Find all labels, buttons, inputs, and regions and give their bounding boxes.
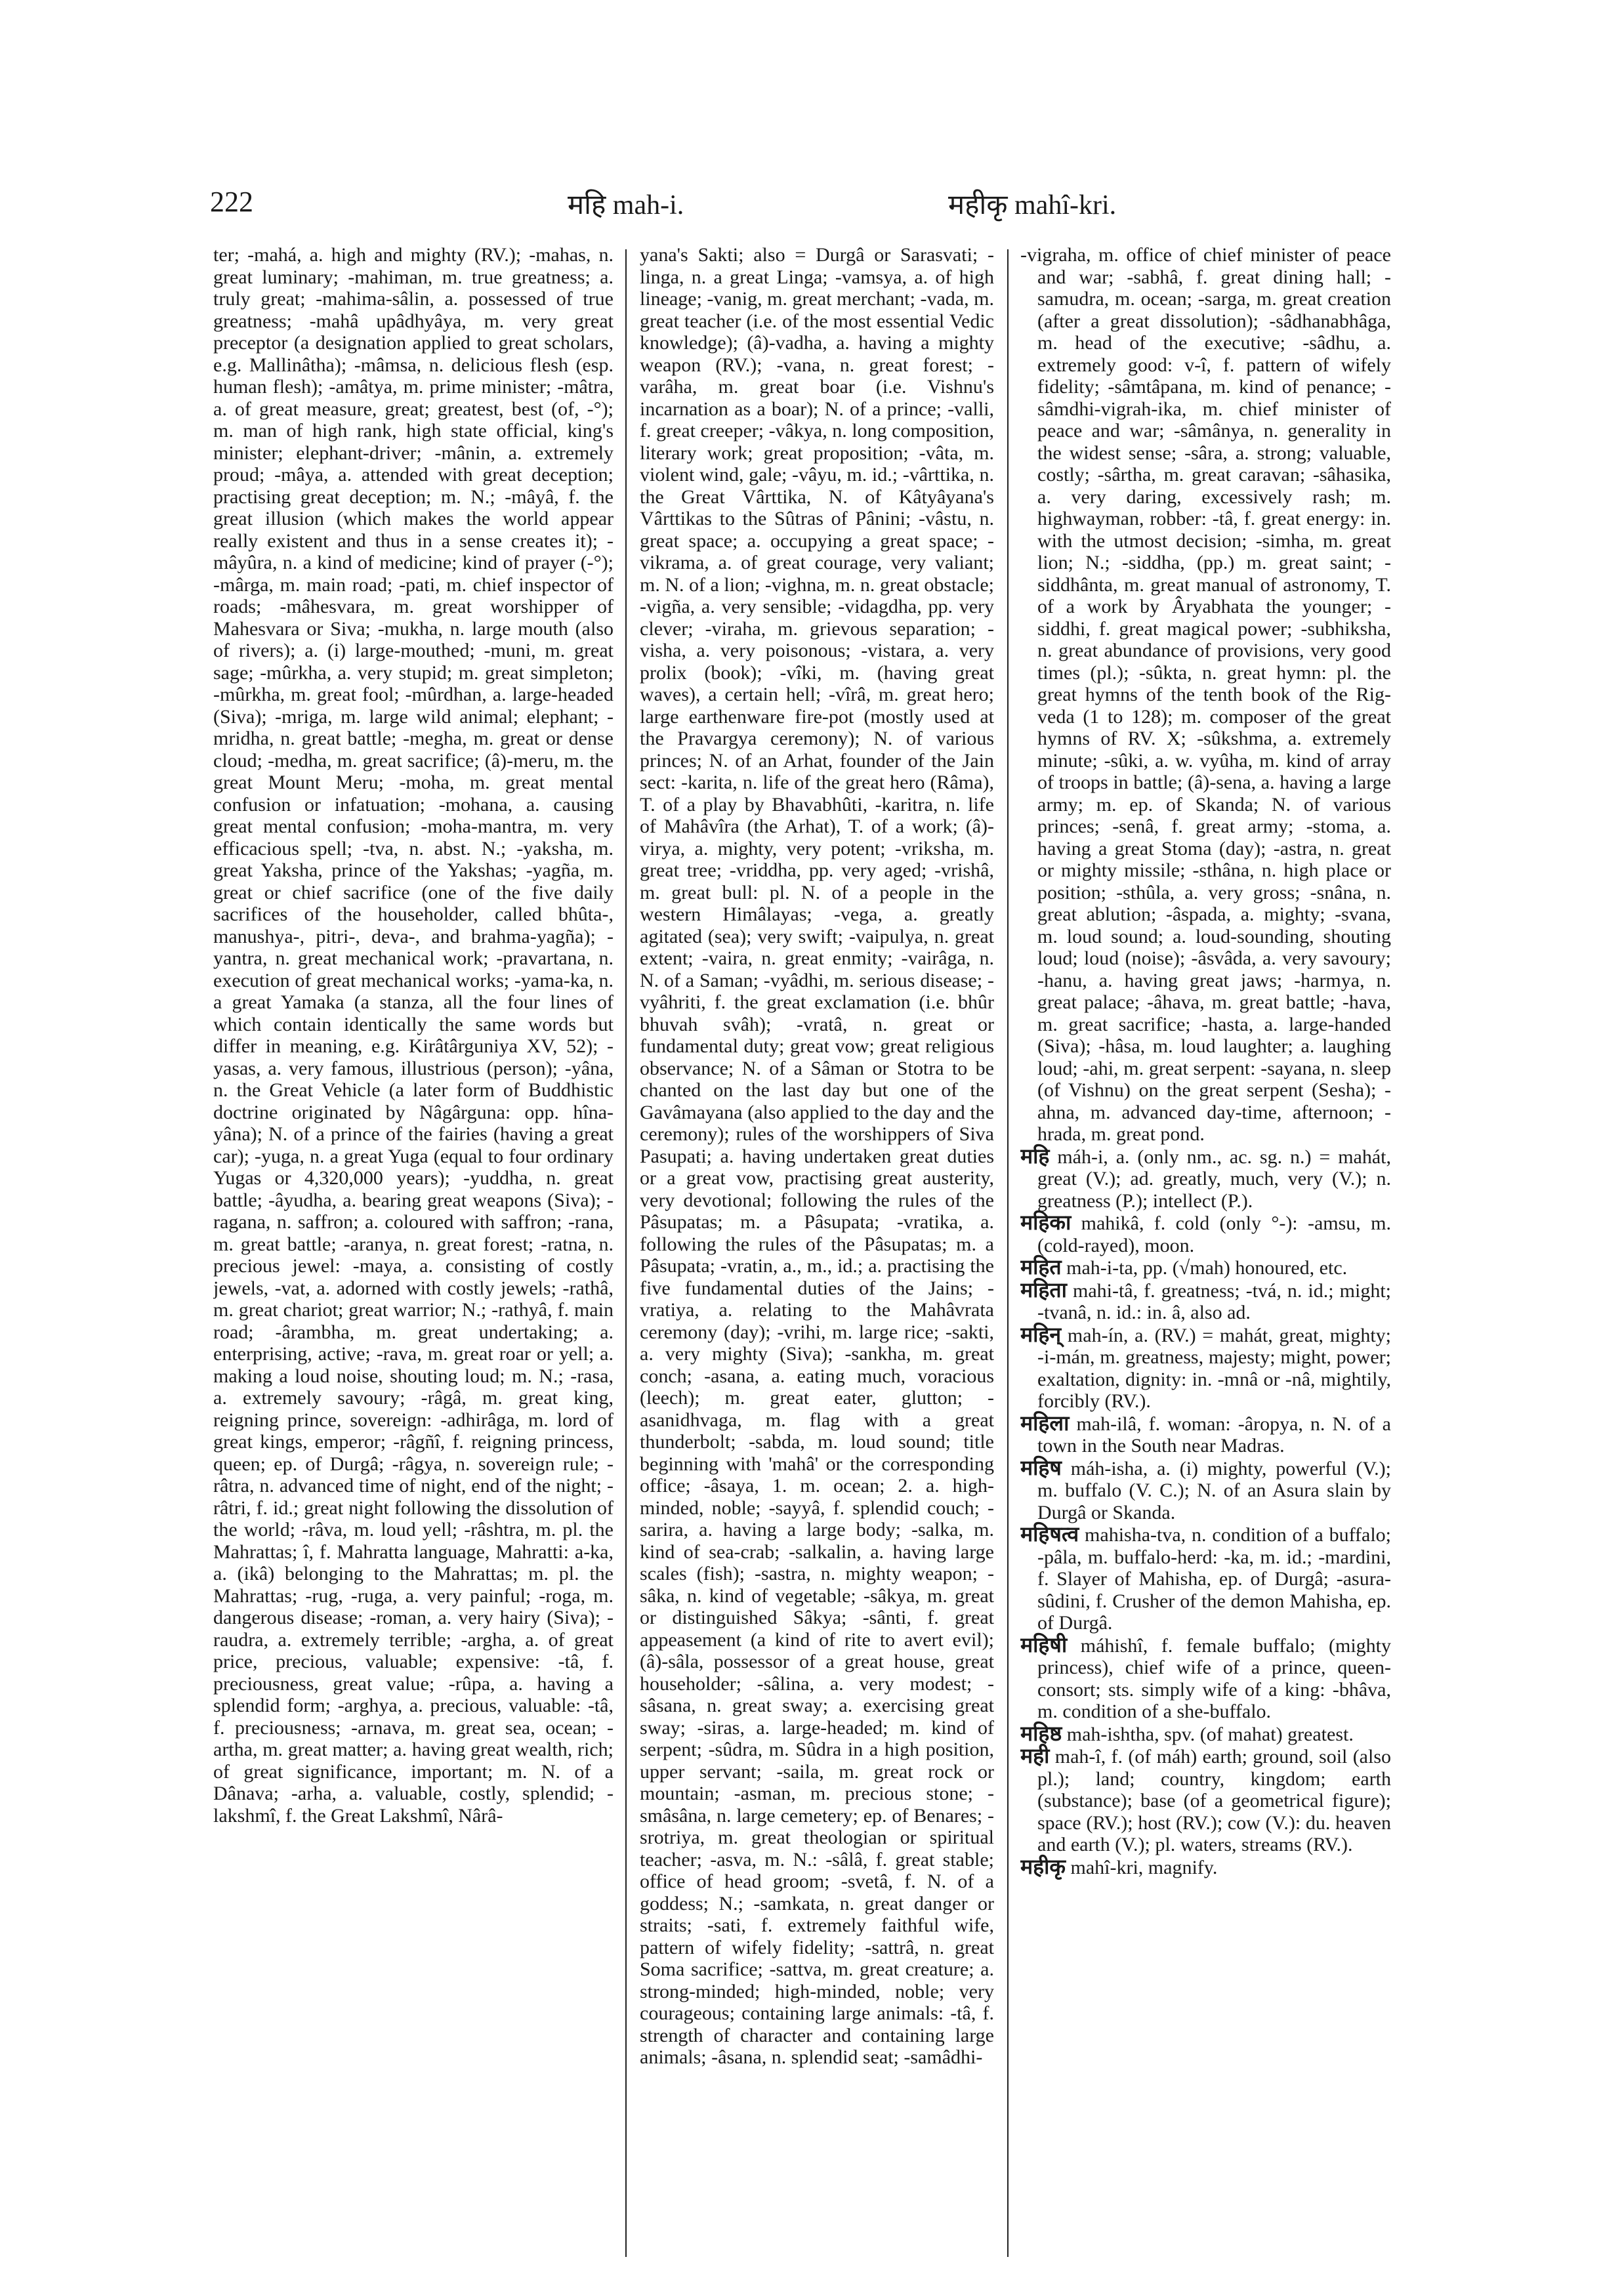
entry-headword: महिष्ठ [1020,1721,1062,1745]
dictionary-entry [1020,1745,1391,1856]
column-2 [640,244,994,2265]
dictionary-entry [1020,1523,1391,1634]
entry-text: máhishî, f. female buffalo; (mighty princess), chief wife of a prince, queen-consort; sts. simply wife of a king: -bhâva, m. condition of a she-buffalo. [1037,1634,1391,1722]
entry-headword: महिषी [1020,1632,1068,1657]
entry-text: mah-ilâ, f. woman: -âropya, n. N. of a town in the South near Madras. [1037,1413,1391,1457]
entry-headword: महिषत्व [1020,1522,1079,1546]
dictionary-entry [1020,1146,1391,1212]
entry-headword: महीकृ [1020,1854,1066,1878]
dictionary-entry [1020,1856,1391,1879]
entry-text: máh-isha, a. (i) mighty, powerful (V.); m. buffalo (V. C.); N. of an Asura slain by Durgâ or Skanda. [1037,1457,1391,1523]
entry-headword: महिता [1020,1277,1067,1302]
entry-text: mahikâ, f. cold (only °-): -amsu, m. (cold-rayed), moon. [1037,1212,1391,1256]
entry-text: mahî-kri, magnify. [1070,1856,1218,1878]
dictionary-entry [1020,1212,1391,1256]
running-head-right: महीकृ mahî-kri. [948,190,1117,220]
dictionary-columns [213,244,1394,2265]
column-divider-1 [625,249,627,2257]
page-header [210,185,1398,224]
entry-text: mah-ín, a. (RV.) = mahát, great, mighty; -i-mán, m. greatness, majesty; might, power; exaltation, dignity: in. -mnâ or -nâ, mightily, forcibly (RV.). [1037,1324,1391,1412]
column-2-text: yana's Sakti; also = Durgâ or Sarasvati; -linga, n. a great Linga; -vamsya, a. of high lineage; -vanig, m. great merchant; -vada, m. great teacher (i.e. of the most essential Vedic knowledge); (â)-vadha, a. having a mighty weapon (RV.); -vana, n. great forest; -varâha, m. great boar (i.e. Vishnu's incarnation as a boar); N. of a prince; -valli, f. great creeper; -vâkya, n. long composition, literary work; great proposition; -vâta, m. violent wind, gale; -vâyu, m. id.; -vârttika, n. the Great Vârttika, N. of Kâtyâyana's Vârttikas to the Sûtras of Pânini; -vâstu, n. great space; a. occupying a great space; -vikrama, a. of great courage, very valiant; m. N. of a lion; -vighna, m. n. great obstacle; -vigña, a. very sensible; -vidagdha, pp. very clever; -viraha, m. grievous separation; -visha, a. very poisonous; -vistara, a. very prolix (book); -vîki, m. (having great waves), a certain hell; -vîrâ, m. great hero; large earthenware fire-pot (mostly used at the Pravargya ceremony); N. of various princes; N. of an Arhat, founder of the Jain sect: -karita, n. life of the great hero (Râma), T. of a play by Bhavabhûti, -karitra, n. life of Mahâvîra (the Arhat), T. of a work; (â)-virya, a. mighty, very potent; -vriksha, m. great tree; -vriddha, pp. very aged; -vrishâ, m. great bull: pl. N. of a people in the western Himâlayas; -vega, a. greatly agitated (sea); very swift; -vaipulya, n. great extent; -vaira, n. great enmity; -vairâga, n. N. of a Saman; -vyâdhi, m. serious disease; -vyâhriti, f. the great exclamation (i.e. bhûr bhuvah svâh); -vratâ, n. great or fundamental duty; great vow; great religious observance; N. of a Sâman or Stotra to be chanted on the last day but one of the Gavâmayana (also applied to the day and the ceremony); rules of the worshippers of Siva Pasupati; a. having undertaken great duties or a great vow, practising great austerity, very devotional; following the rules of the Pâsupatas; m. a Pâsupata; -vratika, a. following the rules of the Pâsupatas; m. a Pâsupata; -vratin, a., m., id.; a. practising the five fundamental duties of the Jains; -vratiya, a. relating to the Mahâvrata ceremony (day); -vrihi, m. large rice; -sakti, a. very mighty (Siva); -sankha, m. great conch; -asana, a. eating much, voracious (leech); m. great eater, glutton; -asanidhvaga, m. flag with a great thunderbolt; -sabda, m. loud sound; title beginning with 'mahâ' or the corresponding office; -âsaya, 1. m. ocean; 2. a. high-minded, noble; -sayyâ, f. splendid couch; -sarira, a. having a large body; -salka, m. kind of sea-crab; -salkalin, a. having large scales (fish); -sastra, n. mighty weapon; -sâka, n. kind of vegetable; -sâkya, m. great or distinguished Sâkya; -sânti, f. great appeasement (a kind of rite to avert evil); (â)-sâla, possessor of a great house, great householder; -sâlina, a. very modest; -sâsana, n. great sway; a. exercising great sway; -siras, a. large-headed; m. kind of serpent; -sûdra, m. Sûdra in a high position, upper servant; -saila, m. great rock or mountain; -asman, m. precious stone; -smâsâna, n. large cemetery; ep. of Benares; -srotriya, m. great theologian or spiritual teacher; -asva, m. N.: -sâlâ, f. great stable; office of head groom; -svetâ, f. N. of a goddess; N.; -samkata, n. great danger or straits; -sati, f. extremely faithful wife, pattern of wifely fidelity; -sattrâ, n. great Soma sacrifice; -sattva, m. great creature; a. strong-minded; high-minded, noble; very courageous; containing large animals: -tâ, f. strength of character and containing large animals; -âsana, n. splendid seat; -samâdhi- [640,244,994,2068]
column-1-text: ter; -mahá, a. high and mighty (RV.); -mahas, n. great luminary; -mahiman, m. true greatness; a. truly great; -mahima-sâlin, a. possessed of true greatness; -mahâ upâdhyâya, m. very great preceptor (a designation applied to great scholars, e.g. Mallinâtha); -mâmsa, n. delicious flesh (esp. human flesh); -amâtya, m. prime minister; -mâtra, a. of great measure, great; greatest, best (of, -°); m. man of high rank, high state official, king's minister; elephant-driver; -mânin, a. extremely proud; -mâya, a. attended with great deception; practising great deception; m. N.; -mâyâ, f. the great illusion (which makes the world appear really existent and thus in a sense creates it); -mâyûra, n. a kind of medicine; kind of prayer (-°); -mârga, m. main road; -pati, m. chief inspector of roads; -mâhesvara, m. great worshipper of Mahesvara or Siva; -mukha, n. large mouth (also of rivers); a. (i) large-mouthed; -muni, m. great sage; -mûrkha, a. very stupid; m. great simpleton; -mûrkha, m. great fool; -mûrdhan, a. large-headed (Siva); -mriga, m. large wild animal; elephant; -mridha, n. great battle; -megha, m. great or dense cloud; -medha, m. great sacrifice; (â)-meru, m. the great Mount Meru; -moha, m. great mental confusion or infatuation; -mohana, a. causing great mental confusion; -moha-mantra, m. very efficacious spell; -tva, n. abst. N.; -yaksha, m. great Yaksha, prince of the Yakshas; -yagña, m. great or chief sacrifice (one of the five daily sacrifices of the householder, called bhûta-, manushya-, pitri-, deva-, and brahma-yagña); -yantra, n. great mechanical work; -pravartana, n. execution of great mechanical works; -yama-ka, n. a great Yamaka (a stanza, all the four lines of which contain identically the same words but differ in meaning, e.g. Kirâtârguniya XV, 52); -yasas, a. very famous, illustrious (person); -yâna, n. the Great Vehicle (a later form of Buddhistic doctrine originated by Nâgârguna: opp. hîna-yâna); N. of a prince of the fairies (having a great car); -yuga, n. a great Yuga (equal to four ordinary Yugas or 4,320,000 years); -yuddha, n. great battle; -âyudha, a. bearing great weapons (Siva); -ragana, n. saffron; a. coloured with saffron; -rana, m. great battle; -aranya, n. great forest; -ratna, n. precious jewel: -maya, a. consisting of costly jewels, -vat, a. adorned with costly jewels; -rathâ, m. great chariot; great warrior; N.; -rathyâ, f. main road; -ârambha, m. great undertaking; a. enterprising, active; -rava, m. great roar or yell; a. making a loud noise, shouting loud; m. N.; -rasa, a. extremely savoury; -râgâ, m. great king, reigning prince, sovereign: -adhirâga, m. lord of great kings, emperor; -râgñî, f. reigning princess, queen; ep. of Durgâ; -râgya, n. sovereign rule; -râtra, n. advanced time of night, end of the night; -râtri, f. id.; great night following the dissolution of the world; -râva, m. loud yell; -râshtra, m. pl. the Mahrattas; î, f. Mahratta language, Mahratti: a-ka, a. (ikâ) belonging to the Mahrattas; m. pl. the Mahrattas; -rug, -ruga, a. very painful; -roga, m. dangerous disease; -roman, a. very hairy (Siva); -raudra, a. extremely terrible; -argha, a. of great price, precious, valuable; expensive: -tâ, f. preciousness, great value; -rûpa, a. having a splendid form; -arghya, a. precious, valuable: -tâ, f. preciousness; -arnava, m. great sea, ocean; -artha, m. great matter; a. having great wealth, rich; of great significance, important; m. N. of a Dânava; -arha, a. valuable, costly, splendid; -lakshmî, f. the Great Lakshmî, Nârâ- [213,244,614,1827]
dictionary-entry [1020,1634,1391,1723]
dictionary-entry [1020,1256,1391,1279]
entry-text: mah-i-ta, pp. (√mah) honoured, etc. [1066,1257,1348,1279]
dictionary-entry [1020,1324,1391,1413]
dictionary-entry [1020,1413,1391,1457]
entry-headword: महिन् [1020,1322,1062,1346]
dictionary-entry [1020,1457,1391,1524]
column-1 [213,244,614,2265]
page-number: 222 [210,186,253,218]
column-3-intro: -vigraha, m. office of chief minister of peace and war; -sabhâ, f. great dining hall; -samudra, m. ocean; -sarga, m. great creation (after a great dissolution); -sâdhanabhâga, m. head of the executive; -sâdhu, a. extremely good: v-î, f. pattern of wifely fidelity; -sâmtâpana, m. kind of penance; -sâmdhi-vigrah-ika, m. chief minister of peace and war; -sâmânya, n. generality in the widest sense; -sâra, a. strong; valuable, costly; -sârtha, m. great caravan; -sâhasika, a. very daring, excessively rash; m. highwayman, robber: -tâ, f. great energy: in. with the utmost decision; -simha, m. great lion; N.; -siddha, (pp.) m. great saint; -siddhânta, m. great manual of astronomy, T. of a work by Âryabhata the younger; -siddhi, f. great magical power; -subhiksha, n. great abundance of provisions, very good times (pl.); -sûkta, n. great hymn: pl. the great hymns of the tenth book of the Rig-veda (1 to 128); m. composer of the great hymns of RV. X; -sûkshma, a. extremely minute; -sûki, a. w. vyûha, m. kind of array of troops in battle; (â)-sena, a. having a large army; m. ep. of Skanda; N. of various princes; -senâ, f. great army; -stoma, a. having a great Stoma (day); -astra, n. great or mighty missile; -sthâna, n. high place or position; -sthûla, a. very gross; -snâna, n. great ablution; -âspada, a. mighty; -svana, m. loud sound; a. loud-sounding, shouting loud; loud (noise); -âsvâda, a. very savoury; -hanu, a. having great jaws; -harmya, n. great palace; -âhava, m. great battle; -hava, m. great sacrifice; -hasta, a. large-handed (Siva); -hâsa, m. loud laughter; a. laughing loud; -ahi, m. great serpent: -sayana, n. sleep (of Vishnu) on the great serpent (Sesha); -ahna, m. advanced day-time, afternoon; -hrada, m. great pond. [1020,244,1391,1145]
entry-text: máh-i, a. (only nm., ac. sg. n.) = mahát, great (V.); ad. greatly, much, very (V.); n. greatness (P.); intellect (P.). [1037,1146,1391,1212]
entry-text: mah-î, f. (of máh) earth; ground, soil (also pl.); land; country, kingdom; earth (substance); base (of a geometrical figure); space (RV.); host (RV.); cow (V.): du. heaven and earth (V.); pl. waters, streams (RV.). [1037,1746,1391,1855]
entry-text: mahi-tâ, f. greatness; -tvá, n. id.; might; -tvanâ, n. id.: in. â, also ad. [1037,1279,1391,1323]
running-head-left: महि mah-i. [568,190,684,220]
entry-headword: मही [1020,1744,1050,1768]
entry-headword: महिका [1020,1210,1072,1234]
entry-headword: महित [1020,1255,1062,1279]
entry-text: mahisha-tva, n. condition of a buffalo; -pâla, m. buffalo-herd: -ka, m. id.; -mardini, f. Slayer of Mahisha, ep. of Durgâ; -asura-sûdini, f. Crusher of the demon Mahisha, ep. of Durgâ. [1037,1524,1391,1634]
column-divider-2 [1007,249,1009,2257]
dictionary-entry [1020,1723,1391,1746]
entry-headword: महिला [1020,1411,1070,1435]
entry-headword: महिष [1020,1455,1062,1479]
entry-headword: महि [1020,1144,1050,1168]
column-3 [1020,244,1391,2265]
dictionary-entry [1020,1279,1391,1324]
entry-text: mah-ishtha, spv. (of mahat) greatest. [1066,1723,1354,1745]
